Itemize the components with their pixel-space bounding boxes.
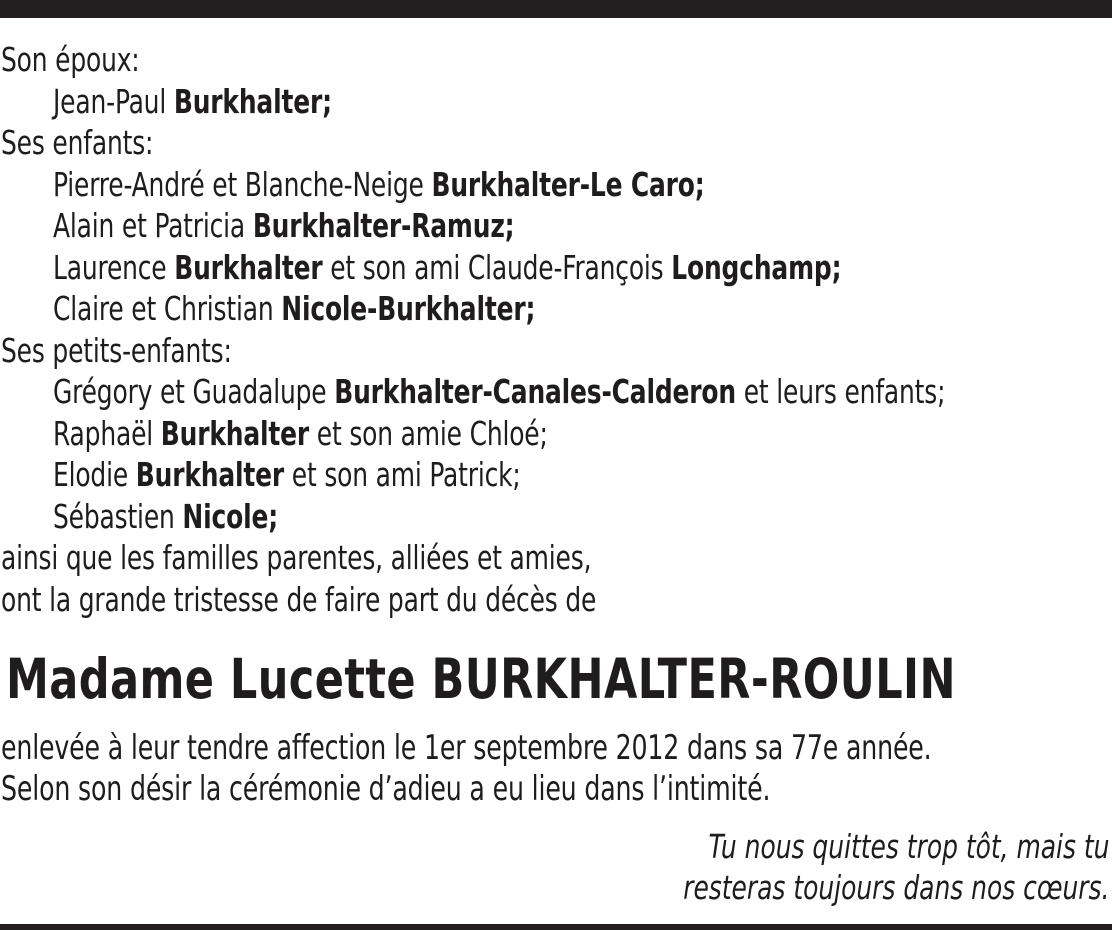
- grandchild-given-names: Grégory et Guadalupe: [53, 372, 327, 411]
- grandchild-given-names: Raphaël: [53, 413, 154, 453]
- child-entry: [53, 288, 940, 330]
- child-entry: [53, 247, 940, 289]
- death-date-line: enlevée à leur tendre affection le 1er septembre 2012 dans sa 77e année.: [1, 728, 932, 768]
- spouse-family-name: Burkhalter;: [173, 81, 332, 121]
- child-family-name: Burkhalter-Le Caro;: [431, 164, 705, 204]
- family-list: [1, 39, 1109, 620]
- grandchild-entry: [53, 454, 940, 496]
- grandchild-given-names: Elodie: [53, 455, 129, 494]
- grandchild-suffix: et leurs enfants;: [743, 372, 946, 411]
- grandchild-family-name: Burkhalter: [160, 413, 310, 453]
- grandchildren-heading: Ses petits-enfants:: [1, 330, 232, 370]
- spouse-entry: [53, 81, 940, 123]
- quote-line: Tu nous quittes trop tôt, mais tu: [708, 827, 1109, 866]
- child-given-names: Pierre-André et Blanche-Neige: [53, 164, 424, 204]
- closing-quote: [602, 826, 1109, 908]
- deceased-name: Madame Lucette BURKHALTER-ROULIN: [6, 647, 956, 711]
- grandchild-entry: [53, 371, 946, 413]
- grandchild-family-name: Burkhalter: [135, 455, 285, 494]
- child-given-names: Alain et Patricia: [53, 206, 246, 245]
- grandchild-suffix: et son ami Patrick;: [291, 455, 521, 494]
- child-given-names: Laurence: [53, 247, 167, 287]
- announcement-line: ont la grande tristesse de faire part du décès de: [1, 579, 597, 619]
- families-line: ainsi que les familles parentes, alliées et amies,: [1, 538, 592, 577]
- grandchild-suffix: et son amie Chloé;: [316, 413, 548, 453]
- death-details: [1, 728, 1111, 810]
- grandchild-entry: [53, 496, 940, 538]
- child-family-name: Nicole-Burkhalter;: [281, 289, 536, 328]
- child-entry: [53, 164, 940, 206]
- child-partner-text: et son ami Claude-François: [330, 247, 664, 287]
- grandchild-family-name: Nicole;: [182, 496, 279, 536]
- grandchild-entry: [53, 413, 940, 455]
- child-given-names: Claire et Christian: [53, 289, 274, 328]
- grandchild-given-names: Sébastien: [53, 496, 175, 536]
- ceremony-line: Selon son désir la cérémonie d’adieu a eu lieu dans l’intimité.: [1, 769, 771, 809]
- quote-line: resteras toujours dans nos cœurs.: [682, 868, 1109, 907]
- bottom-border-rule: [0, 924, 1112, 930]
- children-heading: Ses enfants:: [1, 123, 154, 162]
- child-partner-family-name: Longchamp;: [671, 247, 842, 287]
- grandchild-family-name: Burkhalter-Canales-Calderon: [334, 372, 736, 411]
- child-entry: [53, 205, 940, 247]
- spouse-heading: Son époux:: [1, 40, 140, 79]
- child-family-name: Burkhalter: [174, 247, 323, 287]
- spouse-given-names: Jean-Paul: [53, 81, 167, 121]
- top-border-rule: [0, 0, 1112, 18]
- child-family-name: Burkhalter-Ramuz;: [252, 206, 515, 245]
